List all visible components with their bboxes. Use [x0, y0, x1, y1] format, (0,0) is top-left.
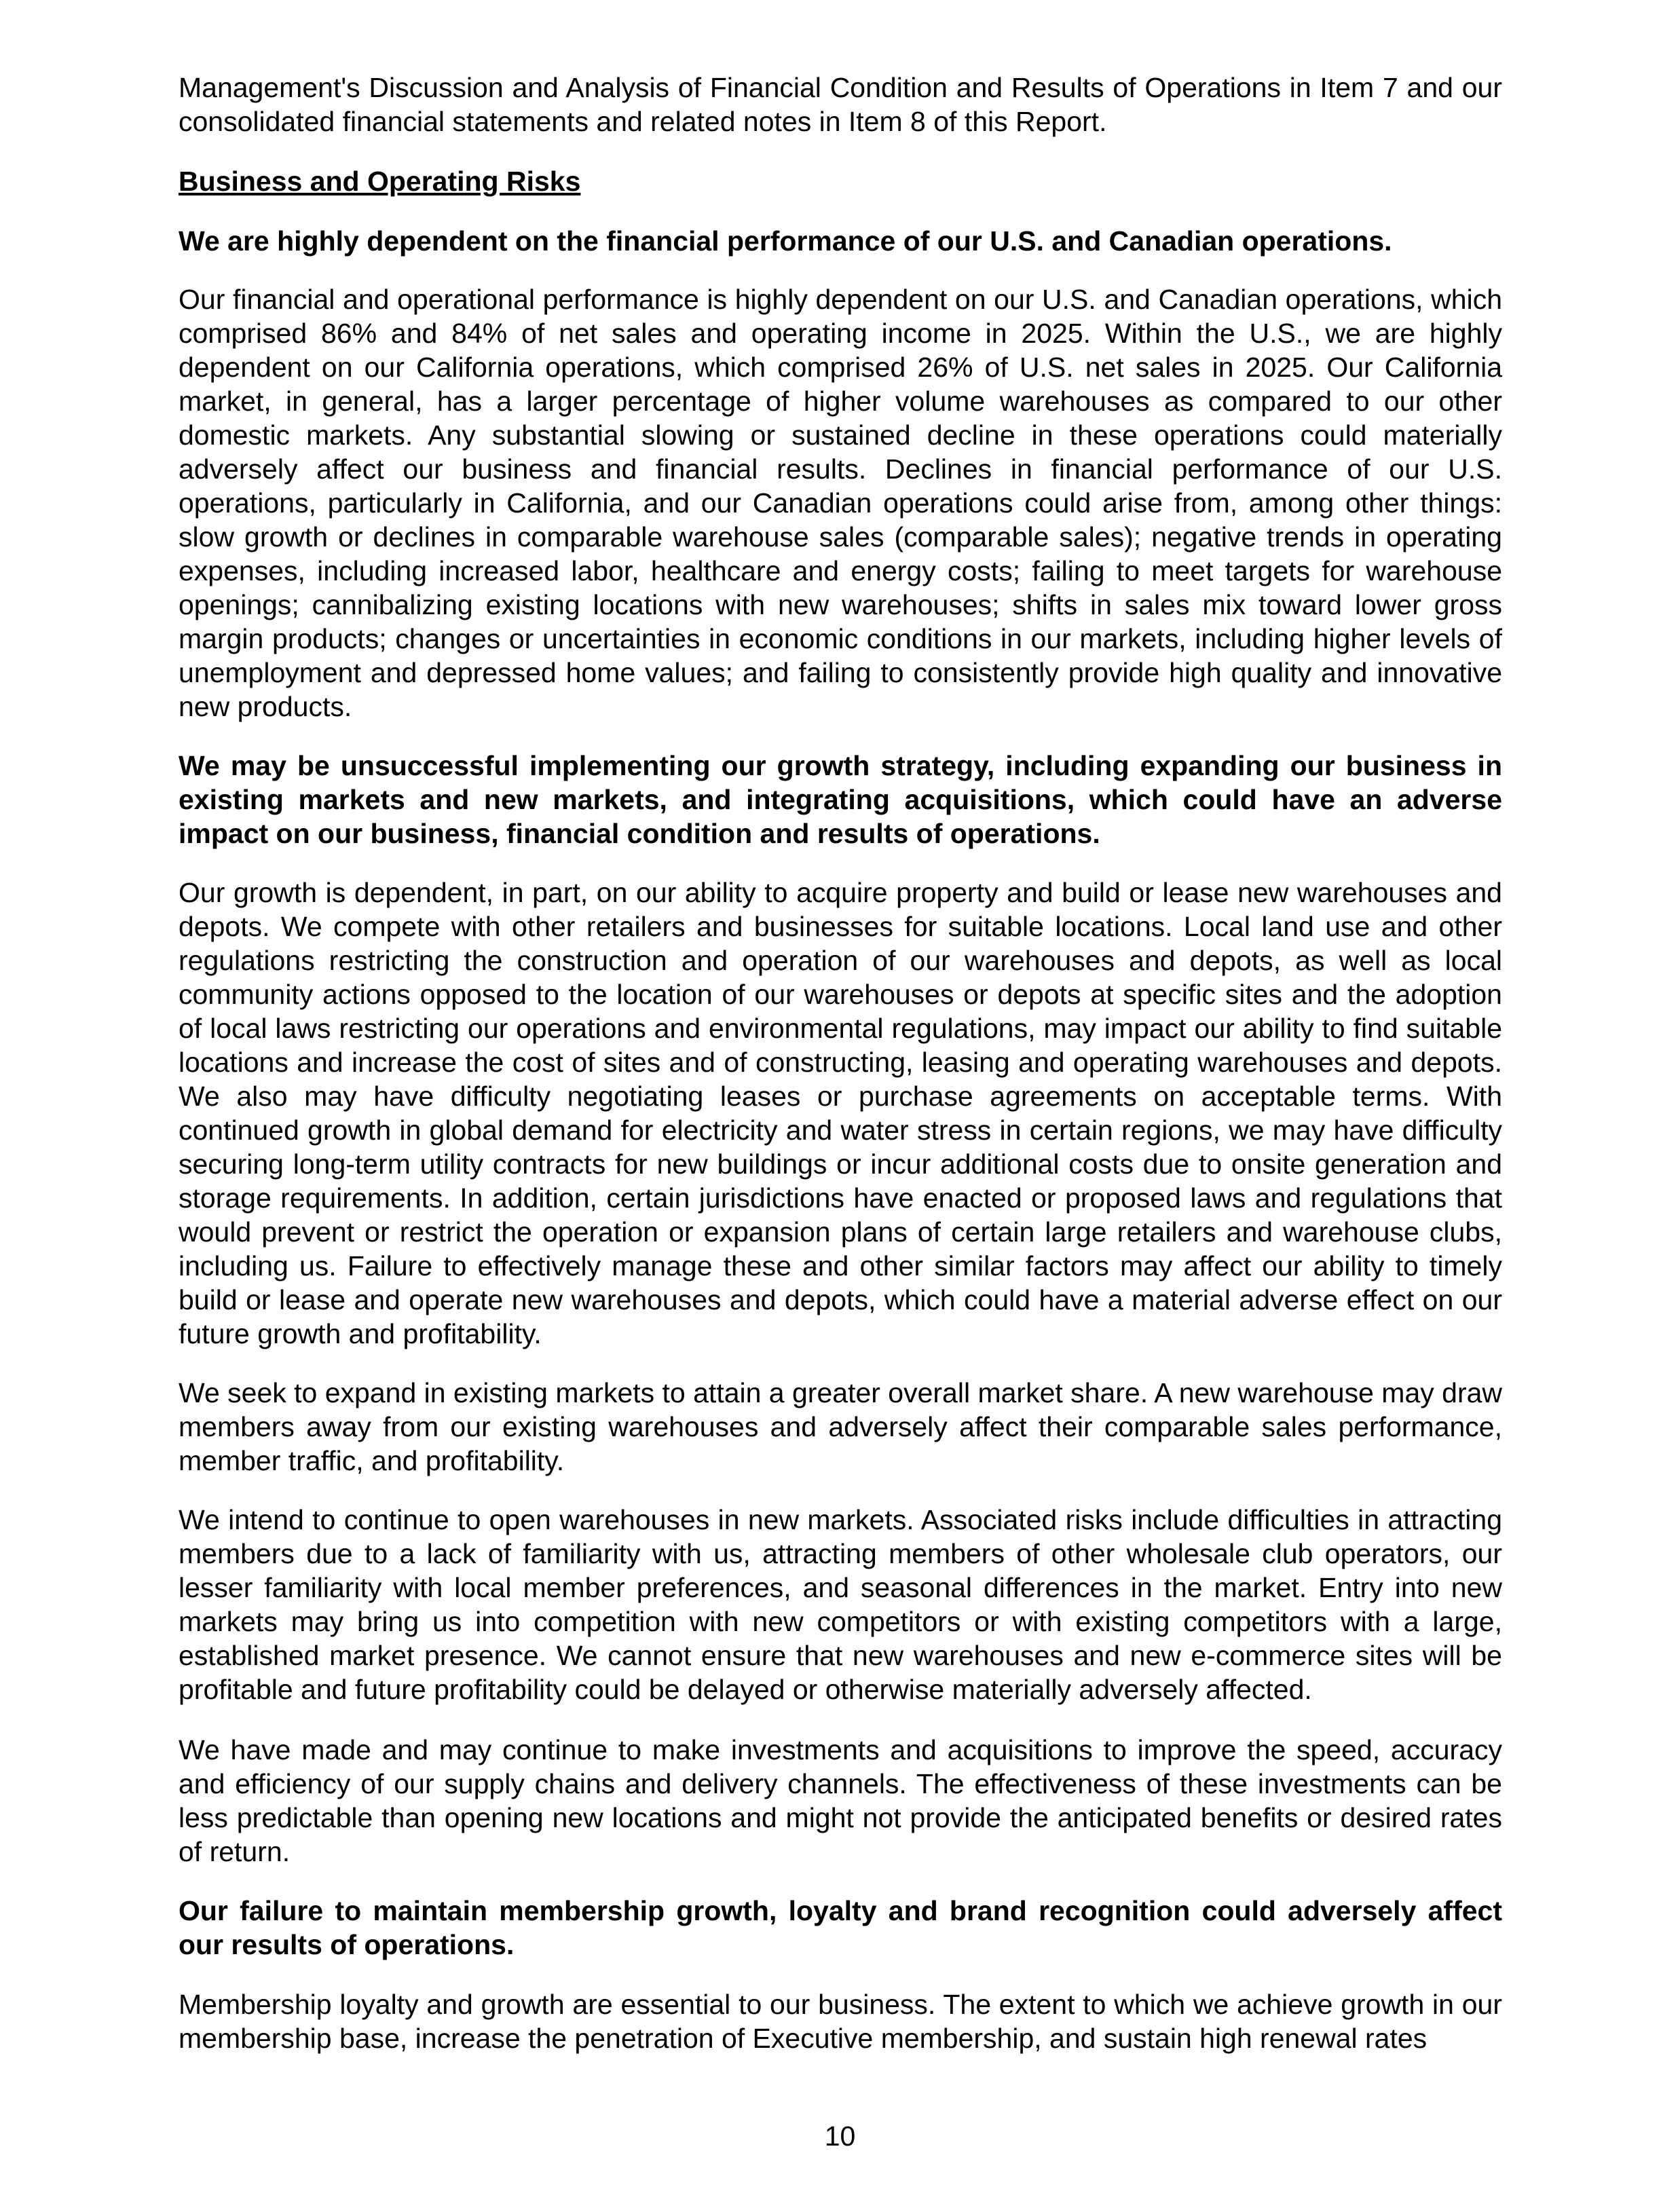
risk-heading-membership: Our failure to maintain membership growth, loyalty and brand recognition could adversely affect our results of operations. — [179, 1895, 1502, 1960]
risk-body-growth-paragraph-2: We seek to expand in existing markets to attain a greater overall market share. A new warehouse may draw members away from our existing warehouses and adversely affect their comparable sales performance, member traffic, and profitability. — [179, 1377, 1503, 1476]
risk-heading-growth-strategy: We may be unsuccessful implementing our growth strategy, including expanding our business in existing markets and new markets, and integrating acquisitions, which could have an adverse impact on our business, financial condition and results of operations. — [179, 750, 1502, 849]
intro-paragraph: Management's Discussion and Analysis of Financial Condition and Results of Operations in Item 7 and our consolidated financial statements and related notes in Item 8 of this Report. — [179, 72, 1502, 137]
page-number: 10 — [824, 2120, 856, 2152]
risk-body-growth-paragraph-3: We intend to continue to open warehouses in new markets. Associated risks include difficulties in attracting members due to a lack of familiarity with us, attracting members of other wholesale club operators, our lesser familiarity with local member preferences, and seasonal differences in the market. Entry into new markets may bring us into competition with new competitors or with existing competitors with a large, established market presence. We cannot ensure that new warehouses and new e-commerce sites will be profitable and future profitability could be delayed or otherwise materially adversely affected. — [179, 1504, 1502, 1705]
risk-heading-us-canada: We are highly dependent on the financial performance of our U.S. and Canadian operations. — [179, 225, 1392, 257]
risk-body-us-canada: Our financial and operational performance is highly dependent on our U.S. and Canadian operations, which comprised 86% and 84% of net sales and operating income in 2025. Within the U.S., we are highly dependent on our California operations, which comprised 26% of U.S. net sales in 2025. Our California market, in general, has a larger percentage of higher volume warehouses as compared to our other domestic markets. Any substantial slowing or sustained decline in these operations could materially adversely affect our business and financial results. Declines in financial performance of our U.S. operations, particularly in California, and our Canadian operations could arise from, among other things: slow growth or declines in comparable warehouse sales (comparable sales); negative trends in operating expenses, including increased labor, healthcare and energy costs; failing to meet targets for warehouse openings; cannibalizing existing locations with new warehouses; shifts in sales mix toward lower gross margin products; changes or uncertainties in economic conditions in our markets, including higher levels of unemployment and depressed home values; and failing to consistently provide high quality and innovative new products. — [179, 284, 1502, 722]
section-title: Business and Operating Risks — [179, 166, 581, 197]
risk-body-growth-paragraph-1: Our growth is dependent, in part, on our ability to acquire property and build or lease new warehouses and depots. We compete with other retailers and businesses for suitable locations. Local land use and other regulations restricting the construction and operation of our warehouses and depots, as well as local community actions opposed to the location of our warehouses or depots at specific sites and the adoption of local laws restricting our operations and environmental regulations, may impact our ability to find suitable locations and increase the cost of sites and of constructing, leasing and operating warehouses and depots. We also may have difficulty negotiating leases or purchase agreements on acceptable terms. With continued growth in global demand for electricity and water stress in certain regions, we may have difficulty securing long-term utility contracts for new buildings or incur additional costs due to onsite generation and storage requirements. In addition, certain jurisdictions have enacted or proposed laws and regulations that would prevent or restrict the operation or expansion plans of certain large retailers and warehouse clubs, including us. Failure to effectively manage these and other similar factors may affect our ability to timely build or lease and operate new warehouses and depots, which could have a material adverse effect on our future growth and profitability. — [179, 877, 1502, 1349]
risk-body-growth-paragraph-4: We have made and may continue to make investments and acquisitions to improve the speed, accuracy and efficiency of our supply chains and delivery channels. The effectiveness of these investments can be less predictable than opening new locations and might not provide the anticipated benefits or desired rates of return. — [179, 1734, 1502, 1867]
risk-body-membership: Membership loyalty and growth are essential to our business. The extent to which we achieve growth in our membership base, increase the penetration of Executive membership, and sustain high renewal rates — [179, 1989, 1502, 2054]
